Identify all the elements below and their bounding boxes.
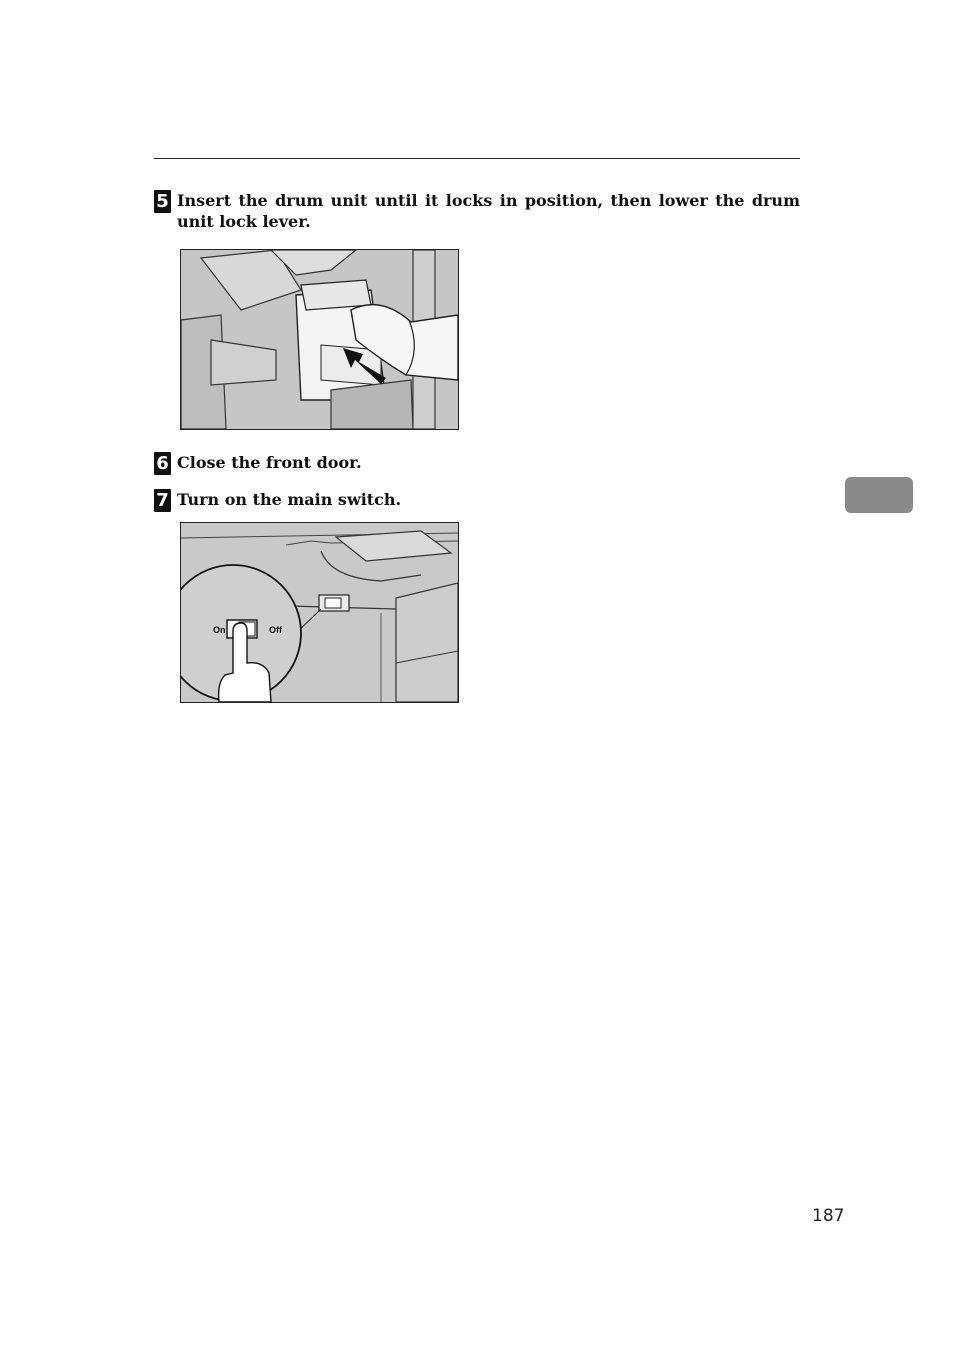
- step-text: Close the front door.: [177, 453, 362, 472]
- step-7: [154, 489, 800, 510]
- step-text: Turn on the main switch.: [177, 490, 402, 509]
- step-text: Insert the drum unit until it locks in position, then lower the drum unit lock lever.: [177, 191, 800, 231]
- step-5: [154, 190, 800, 232]
- off-label: Off: [269, 625, 282, 635]
- chapter-tab: [845, 477, 913, 513]
- step-number: 6: [154, 452, 171, 475]
- on-label: On: [213, 625, 226, 635]
- step-number: 7: [154, 489, 171, 512]
- page-number: 187: [812, 1206, 845, 1226]
- step-6: [154, 452, 800, 473]
- step-number: 5: [154, 190, 171, 213]
- drum-unit-illustration: [180, 249, 459, 430]
- main-switch-illustration: [180, 522, 459, 703]
- header-rule: [154, 158, 800, 159]
